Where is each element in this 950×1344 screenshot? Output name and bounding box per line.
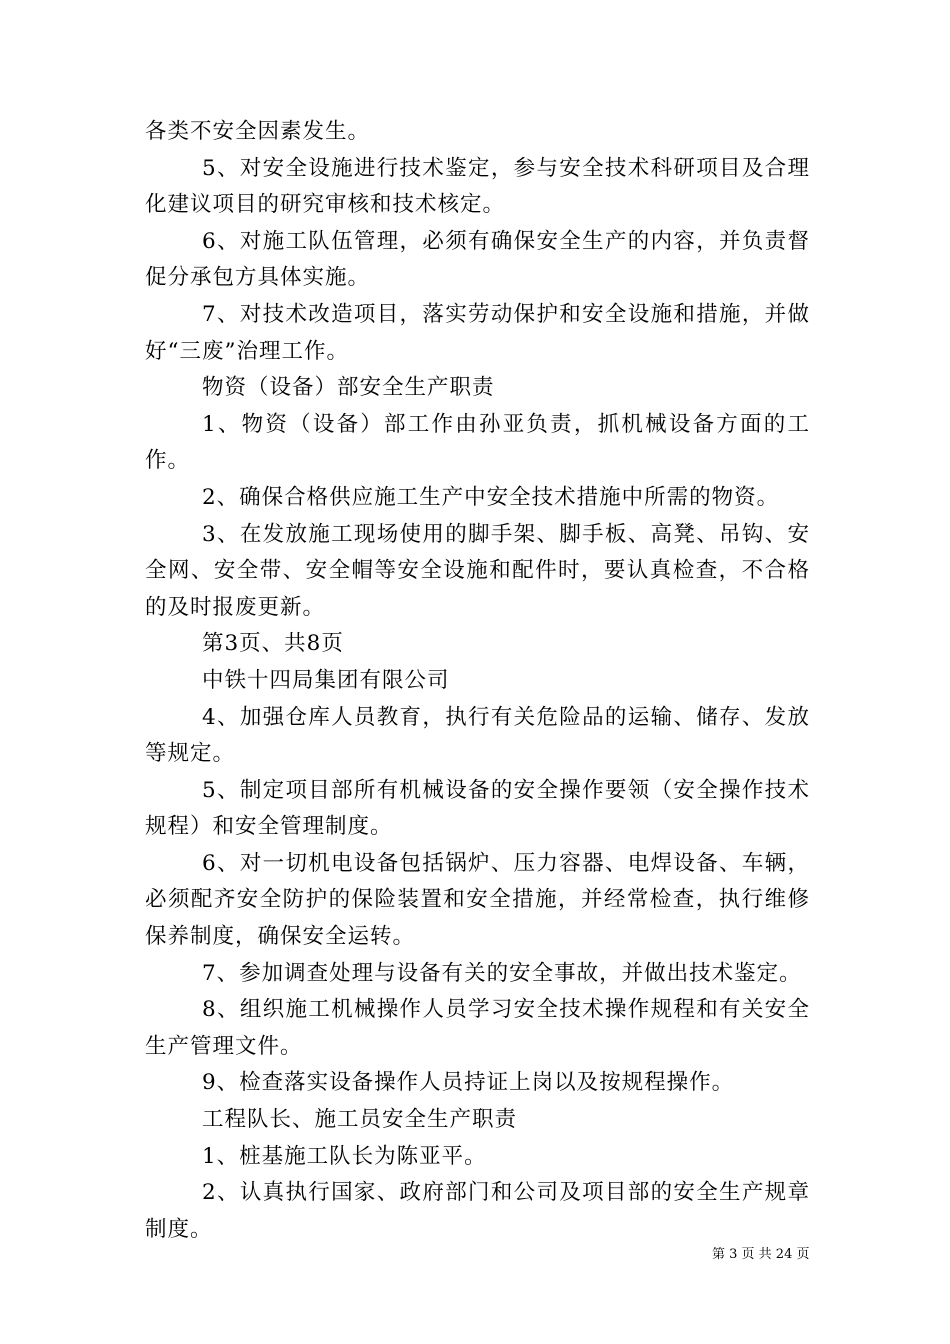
page-footer: 第 3 页 共 24 页	[712, 1247, 810, 1262]
company-name: 中铁十四局集团有限公司	[202, 667, 450, 693]
document-body	[145, 114, 810, 1248]
paragraph: 6、对一切机电设备包括锅炉、压力容器、电焊设备、车辆，必须配齐安全防护的保险装置和安全措施，并经常检查，执行维修保养制度，确保安全运转。	[145, 850, 810, 950]
paragraph: 3、在发放施工现场使用的脚手架、脚手板、高凳、吊钩、安全网、安全带、安全帽等安全设施和配件时，要认真检查，不合格的及时报废更新。	[145, 521, 810, 620]
paragraph: 5、制定项目部所有机械设备的安全操作要领（安全操作技术规程）和安全管理制度。	[145, 777, 810, 840]
paragraph: 6、对施工队伍管理，必须有确保安全生产的内容，并负责督促分承包方具体实施。	[145, 228, 810, 291]
paragraph: 7、参加调查处理与设备有关的安全事故，并做出技术鉴定。	[202, 960, 802, 986]
section-heading: 物资（设备）部安全生产职责	[202, 375, 495, 401]
paragraph: 7、对技术改造项目，落实劳动保护和安全设施和措施，并做好“三废”治理工作。	[145, 301, 810, 364]
paragraph: 4、加强仓库人员教育，执行有关危险品的运输、储存、发放等规定。	[145, 704, 810, 767]
inline-page-number: 第3页、共8页	[202, 631, 344, 657]
paragraph: 9、检查落实设备操作人员持证上岗以及按规程操作。	[202, 1070, 735, 1096]
paragraph: 2、认真执行国家、政府部门和公司及项目部的安全生产规章制度。	[145, 1180, 810, 1242]
paragraph: 1、桩基施工队长为陈亚平。	[202, 1143, 487, 1169]
paragraph: 2、确保合格供应施工生产中安全技术措施中所需的物资。	[202, 484, 780, 510]
paragraph: 8、组织施工机械操作人员学习安全技术操作规程和有关安全生产管理文件。	[145, 997, 810, 1059]
paragraph: 各类不安全因素发生。	[145, 119, 371, 144]
paragraph: 5、对安全设施进行技术鉴定，参与安全技术科研项目及合理化建议项目的研究审核和技术核定。	[145, 155, 810, 218]
section-heading: 工程队长、施工员安全生产职责	[202, 1107, 518, 1133]
paragraph: 1、物资（设备）部工作由孙亚负责，抓机械设备方面的工作。	[145, 411, 810, 474]
